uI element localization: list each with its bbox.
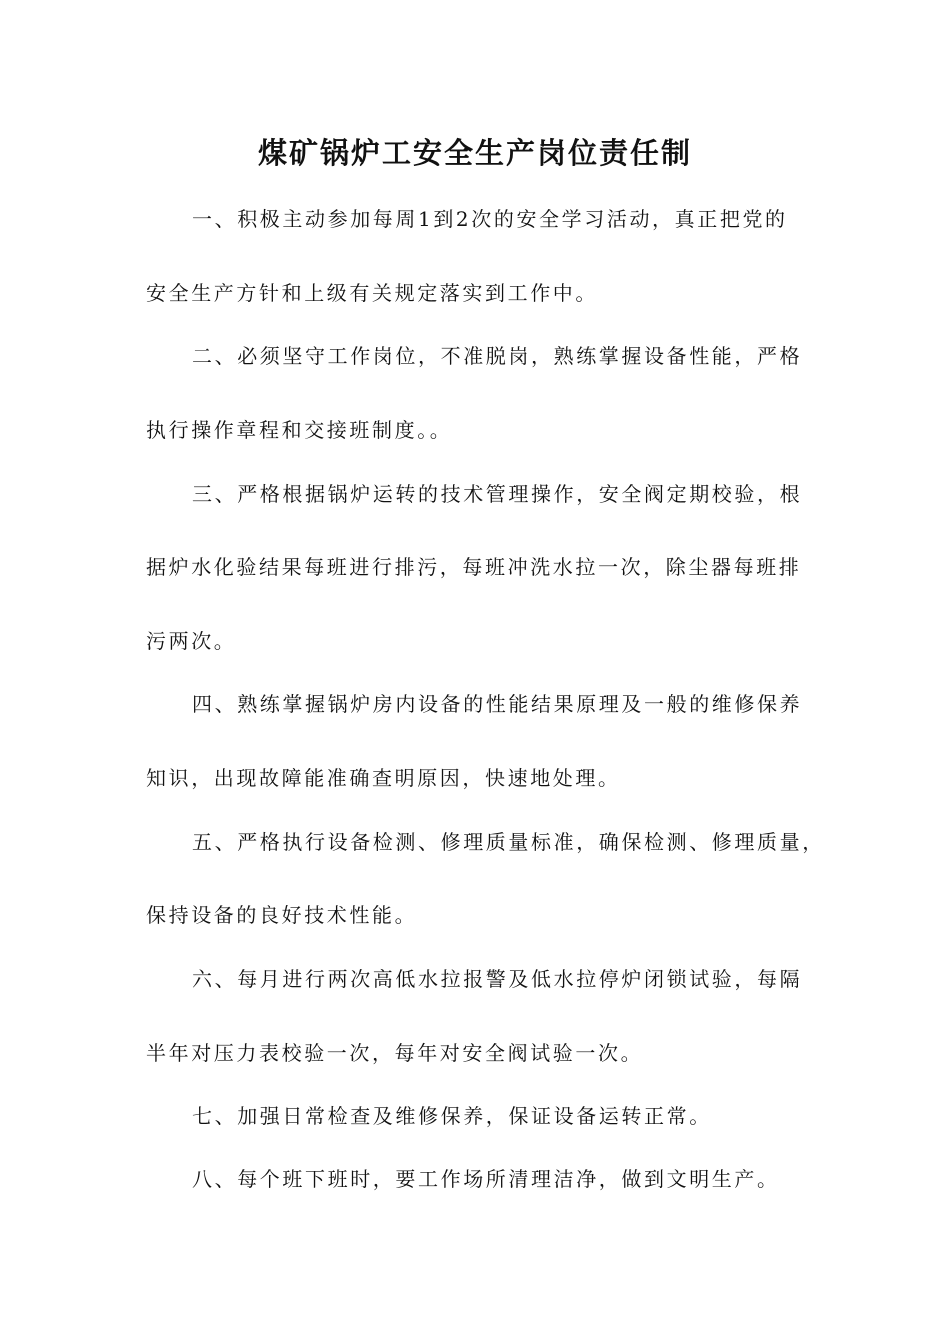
- paragraph-4-line-2: 知识，出现故障能准确查明原因，快速地处理。: [146, 766, 621, 790]
- paragraph-1-line-1: 一、积极主动参加每周1到2次的安全学习活动，真正把党的: [192, 207, 788, 231]
- paragraph-3-line-2: 据炉水化验结果每班进行排污，每班冲洗水拉一次，除尘器每班排: [146, 555, 802, 579]
- paragraph-3-line-1: 三、严格根据锅炉运转的技术管理操作，安全阀定期校验，根: [192, 482, 803, 506]
- paragraph-2-line-2: 执行操作章程和交接班制度。。: [146, 418, 453, 442]
- paragraph-4-line-1: 四、熟练掌握锅炉房内设备的性能结果原理及一般的维修保养: [192, 692, 803, 716]
- document-title: 煤矿锅炉工安全生产岗位责任制: [257, 136, 692, 170]
- paragraph-6-line-1: 六、每月进行两次高低水拉报警及低水拉停炉闭锁试验，每隔: [192, 967, 803, 991]
- paragraph-1-line-2: 安全生产方针和上级有关规定落实到工作中。: [146, 281, 598, 305]
- paragraph-8-line-1: 八、每个班下班时，要工作场所清理洁净，做到文明生产。: [192, 1167, 780, 1191]
- paragraph-5-line-2: 保持设备的良好技术性能。: [146, 903, 418, 927]
- paragraph-3-line-3: 污两次。: [146, 629, 237, 653]
- paragraph-7-line-1: 七、加强日常检查及维修保养，保证设备运转正常。: [192, 1104, 712, 1128]
- paragraph-5-line-1: 五、严格执行设备检测、修理质量标准，确保检测、修理质量，: [192, 830, 825, 854]
- paragraph-2-line-1: 二、必须坚守工作岗位，不准脱岗，熟练掌握设备性能，严格: [192, 344, 803, 368]
- paragraph-6-line-2: 半年对压力表校验一次，每年对安全阀试验一次。: [146, 1041, 644, 1065]
